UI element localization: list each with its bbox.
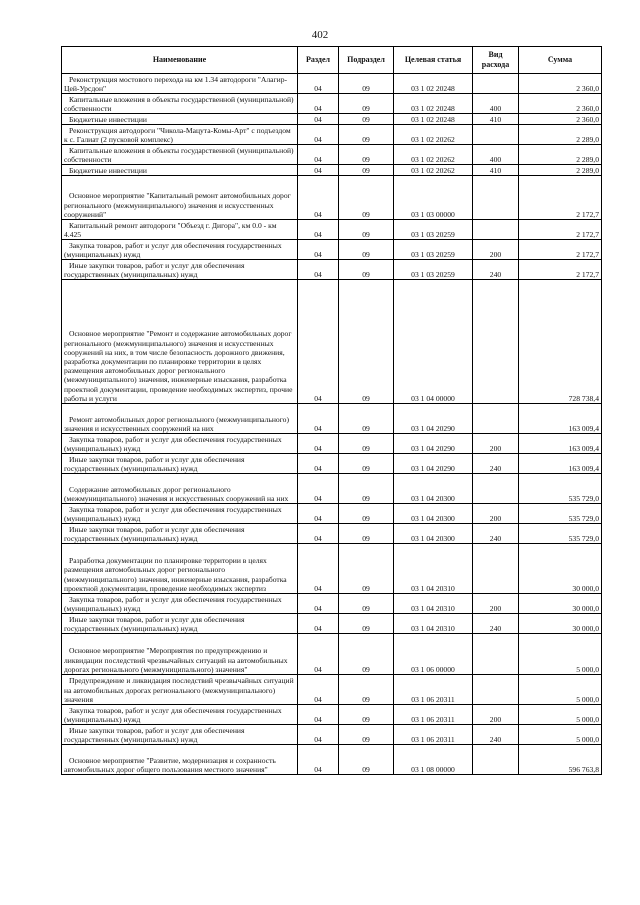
row-subsection: 09: [339, 544, 394, 594]
row-amount: 163 009,4: [519, 454, 602, 474]
row-target: 03 1 02 20248: [394, 74, 473, 94]
row-name: Иные закупки товаров, работ и услуг для обеспечения государственных (муниципальных) нужд: [62, 454, 298, 474]
row-section: 04: [298, 705, 339, 725]
table-header-row: [62, 47, 602, 74]
row-subsection: 09: [339, 434, 394, 454]
row-section: 04: [298, 544, 339, 594]
row-name: Закупка товаров, работ и услуг для обеспечения государственных (муниципальных) нужд: [62, 504, 298, 524]
table-row: [62, 614, 602, 634]
row-expense-type: 200: [473, 504, 519, 524]
row-name: Капитальный ремонт автодороги "Объезд г. Дигора", км 0.0 - км 4.425: [62, 220, 298, 240]
row-section: 04: [298, 675, 339, 705]
table-row: [62, 125, 602, 145]
row-subsection: 09: [339, 114, 394, 125]
row-target: 03 1 04 20310: [394, 544, 473, 594]
row-subsection: 09: [339, 404, 394, 434]
row-subsection: 09: [339, 176, 394, 220]
table-row: [62, 725, 602, 745]
table-row: [62, 165, 602, 176]
row-target: 03 1 02 20262: [394, 125, 473, 145]
table-row: [62, 705, 602, 725]
row-amount: 5 000,0: [519, 725, 602, 745]
row-section: 04: [298, 524, 339, 544]
header-expense-type: Вид расхода: [473, 47, 519, 74]
row-subsection: 09: [339, 705, 394, 725]
row-amount: 2 172,7: [519, 220, 602, 240]
row-amount: 30 000,0: [519, 544, 602, 594]
table-row: [62, 544, 602, 594]
row-subsection: 09: [339, 524, 394, 544]
table-row: [62, 594, 602, 614]
row-section: 04: [298, 94, 339, 114]
row-subsection: 09: [339, 675, 394, 705]
row-name: Предупреждение и ликвидация последствий чрезвычайных ситуаций на автомобильных дорогах регионального (межмуниципального) значения: [62, 675, 298, 705]
row-name: Основное мероприятие "Развитие, модернизация и сохранность автомобильных дорог общего пользования местного значения": [62, 745, 298, 775]
table-row: [62, 524, 602, 544]
page-number: 402: [311, 29, 329, 41]
row-amount: 163 009,4: [519, 404, 602, 434]
row-name: Закупка товаров, работ и услуг для обеспечения государственных (муниципальных) нужд: [62, 434, 298, 454]
row-subsection: 09: [339, 745, 394, 775]
row-subsection: 09: [339, 474, 394, 504]
row-name: Бюджетные инвестиции: [62, 165, 298, 176]
table-row: [62, 176, 602, 220]
row-expense-type: [473, 176, 519, 220]
row-expense-type: 200: [473, 240, 519, 260]
row-subsection: 09: [339, 165, 394, 176]
row-section: 04: [298, 240, 339, 260]
table-row: [62, 404, 602, 434]
row-name: Иные закупки товаров, работ и услуг для обеспечения государственных (муниципальных) нужд: [62, 524, 298, 544]
row-section: 04: [298, 594, 339, 614]
table-body: [62, 74, 602, 775]
table-row: [62, 145, 602, 165]
row-target: 03 1 03 20259: [394, 240, 473, 260]
row-name: Бюджетные инвестиции: [62, 114, 298, 125]
row-amount: 2 289,0: [519, 165, 602, 176]
row-section: 04: [298, 260, 339, 280]
row-target: 03 1 04 20310: [394, 594, 473, 614]
row-amount: 2 172,7: [519, 240, 602, 260]
row-target: 03 1 04 20300: [394, 524, 473, 544]
row-target: 03 1 04 00000: [394, 280, 473, 404]
row-subsection: 09: [339, 504, 394, 524]
row-name: Основное мероприятие "Капитальный ремонт автомобильных дорог регионального (межмуниципального) значения и искусственных сооружений": [62, 176, 298, 220]
row-expense-type: 240: [473, 454, 519, 474]
row-name: Закупка товаров, работ и услуг для обеспечения государственных (муниципальных) нужд: [62, 240, 298, 260]
row-name: Закупка товаров, работ и услуг для обеспечения государственных (муниципальных) нужд: [62, 594, 298, 614]
row-expense-type: 200: [473, 594, 519, 614]
row-target: 03 1 06 20311: [394, 725, 473, 745]
row-subsection: 09: [339, 125, 394, 145]
row-subsection: 09: [339, 614, 394, 634]
row-amount: 535 729,0: [519, 504, 602, 524]
row-amount: 163 009,4: [519, 434, 602, 454]
row-amount: 2 289,0: [519, 145, 602, 165]
row-subsection: 09: [339, 220, 394, 240]
row-amount: 728 738,4: [519, 280, 602, 404]
table-row: [62, 474, 602, 504]
row-target: 03 1 06 20311: [394, 705, 473, 725]
table-row: [62, 220, 602, 240]
row-amount: 30 000,0: [519, 614, 602, 634]
row-section: 04: [298, 145, 339, 165]
row-name: Капитальные вложения в объекты государственной (муниципальной) собственности: [62, 145, 298, 165]
row-section: 04: [298, 74, 339, 94]
table-row: [62, 504, 602, 524]
row-amount: 2 360,0: [519, 94, 602, 114]
row-amount: 535 729,0: [519, 524, 602, 544]
row-expense-type: 240: [473, 614, 519, 634]
row-name: Закупка товаров, работ и услуг для обеспечения государственных (муниципальных) нужд: [62, 705, 298, 725]
row-target: 03 1 02 20262: [394, 165, 473, 176]
row-target: 03 1 04 20300: [394, 474, 473, 504]
row-expense-type: 400: [473, 145, 519, 165]
row-name: Содержание автомобильных дорог регионального (межмуниципального) значения и искусственных сооружений на них: [62, 474, 298, 504]
row-name: Разработка документации по планировке территории в целях размещения автомобильных дорог регионального (межмуниципального) значения, инженерные изыскания, разработка проектной документации, проведение необходимых экспертиз: [62, 544, 298, 594]
row-name: Ремонт автомобильных дорог регионального (межмуниципального) значения и искусственных сооружений на них: [62, 404, 298, 434]
row-section: 04: [298, 165, 339, 176]
row-target: 03 1 03 20259: [394, 220, 473, 240]
row-name: Реконструкция автодороги "Чикола-Мацута-Комы-Арт" с подъездом к с. Галиат (2 пусковой комплекс): [62, 125, 298, 145]
row-expense-type: [473, 634, 519, 675]
table-row: [62, 675, 602, 705]
row-subsection: 09: [339, 74, 394, 94]
table-row: [62, 94, 602, 114]
row-amount: 5 000,0: [519, 705, 602, 725]
table-row: [62, 280, 602, 404]
row-amount: 5 000,0: [519, 675, 602, 705]
row-subsection: 09: [339, 145, 394, 165]
row-expense-type: [473, 544, 519, 594]
row-expense-type: 400: [473, 94, 519, 114]
table-row: [62, 634, 602, 675]
header-amount: Сумма: [519, 47, 602, 74]
row-expense-type: 200: [473, 705, 519, 725]
row-name: Основное мероприятие "Ремонт и содержание автомобильных дорог регионального (межмуниципального) значения и искусственных сооружений на них, в том числе безопасность дорожного движения, разработка документации по планировке территории в целях размещения автомобильных дорог регионального (межмуниципального) значения, инженерные изыскания, разработка проектной документации, проведение необходимых экспертиз, прочие работы и услуги: [62, 280, 298, 404]
row-section: 04: [298, 280, 339, 404]
row-section: 04: [298, 434, 339, 454]
row-target: 03 1 04 20310: [394, 614, 473, 634]
row-section: 04: [298, 454, 339, 474]
row-section: 04: [298, 474, 339, 504]
row-expense-type: [473, 220, 519, 240]
table-row: [62, 114, 602, 125]
row-target: 03 1 08 00000: [394, 745, 473, 775]
table-row: [62, 240, 602, 260]
row-section: 04: [298, 125, 339, 145]
row-expense-type: 240: [473, 725, 519, 745]
row-amount: 30 000,0: [519, 594, 602, 614]
row-target: 03 1 03 20259: [394, 260, 473, 280]
row-target: 03 1 04 20300: [394, 504, 473, 524]
row-amount: 5 000,0: [519, 634, 602, 675]
row-expense-type: [473, 404, 519, 434]
row-expense-type: [473, 125, 519, 145]
row-expense-type: [473, 474, 519, 504]
row-name: Иные закупки товаров, работ и услуг для обеспечения государственных (муниципальных) нужд: [62, 614, 298, 634]
row-name: Реконструкция мостового перехода на км 1.34 автодороги "Алагир-Цей-Урсдон": [62, 74, 298, 94]
table-row: [62, 260, 602, 280]
row-expense-type: 410: [473, 114, 519, 125]
row-target: 03 1 04 20290: [394, 434, 473, 454]
row-expense-type: 200: [473, 434, 519, 454]
header-target: Целевая статья: [394, 47, 473, 74]
table-row: [62, 74, 602, 94]
row-subsection: 09: [339, 454, 394, 474]
row-section: 04: [298, 504, 339, 524]
row-amount: 2 289,0: [519, 125, 602, 145]
row-expense-type: [473, 675, 519, 705]
table-row: [62, 454, 602, 474]
row-name: Иные закупки товаров, работ и услуг для обеспечения государственных (муниципальных) нужд: [62, 725, 298, 745]
row-section: 04: [298, 725, 339, 745]
header-section: Раздел: [298, 47, 339, 74]
row-amount: 2 360,0: [519, 74, 602, 94]
row-expense-type: 240: [473, 524, 519, 544]
row-subsection: 09: [339, 94, 394, 114]
row-subsection: 09: [339, 634, 394, 675]
row-target: 03 1 02 20248: [394, 114, 473, 125]
row-expense-type: 410: [473, 165, 519, 176]
row-target: 03 1 03 00000: [394, 176, 473, 220]
row-section: 04: [298, 176, 339, 220]
row-expense-type: [473, 745, 519, 775]
table-row: [62, 745, 602, 775]
row-amount: 535 729,0: [519, 474, 602, 504]
header-subsection: Подраздел: [339, 47, 394, 74]
row-name: Капитальные вложения в объекты государственной (муниципальной) собственности: [62, 94, 298, 114]
budget-table: [61, 46, 602, 775]
row-amount: 2 172,7: [519, 176, 602, 220]
row-section: 04: [298, 745, 339, 775]
row-subsection: 09: [339, 725, 394, 745]
header-name: Наименование: [62, 47, 298, 74]
row-subsection: 09: [339, 260, 394, 280]
row-expense-type: [473, 74, 519, 94]
row-target: 03 1 04 20290: [394, 454, 473, 474]
row-target: 03 1 02 20262: [394, 145, 473, 165]
row-section: 04: [298, 114, 339, 125]
row-expense-type: 240: [473, 260, 519, 280]
row-section: 04: [298, 404, 339, 434]
row-target: 03 1 06 00000: [394, 634, 473, 675]
row-section: 04: [298, 634, 339, 675]
row-subsection: 09: [339, 280, 394, 404]
row-target: 03 1 02 20248: [394, 94, 473, 114]
row-section: 04: [298, 614, 339, 634]
row-target: 03 1 04 20290: [394, 404, 473, 434]
row-name: Основное мероприятие "Мероприятия по предупреждению и ликвидации последствий чрезвычайных ситуаций на автомобильных дорогах регионального (межмуниципального) значения": [62, 634, 298, 675]
row-subsection: 09: [339, 240, 394, 260]
row-section: 04: [298, 220, 339, 240]
row-expense-type: [473, 280, 519, 404]
table-row: [62, 434, 602, 454]
row-name: Иные закупки товаров, работ и услуг для обеспечения государственных (муниципальных) нужд: [62, 260, 298, 280]
row-subsection: 09: [339, 594, 394, 614]
row-amount: 2 360,0: [519, 114, 602, 125]
row-amount: 2 172,7: [519, 260, 602, 280]
row-target: 03 1 06 20311: [394, 675, 473, 705]
row-amount: 596 763,8: [519, 745, 602, 775]
